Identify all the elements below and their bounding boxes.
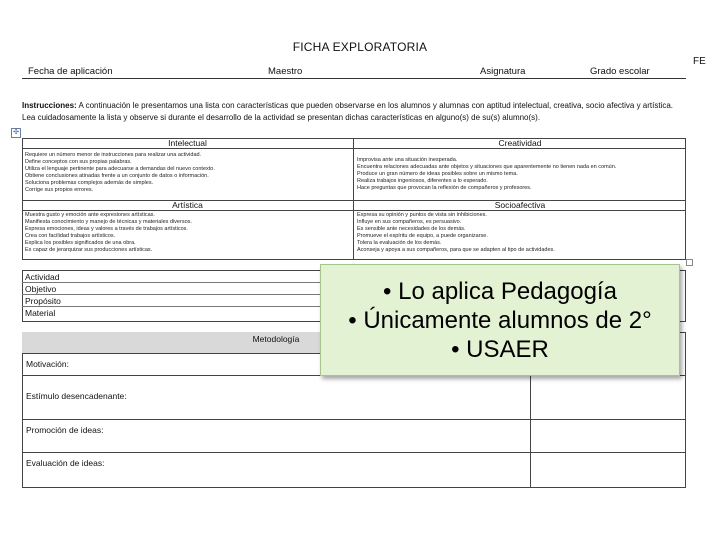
header-field-asignatura: Asignatura [480,66,526,77]
header-fields-row [22,66,686,79]
header-field-fecha: Fecha de aplicación [28,66,113,77]
list-item: Manifiesta conocimiento y manejo de técnicas y materiales diversos. [25,219,192,225]
list-item: Utiliza el lenguaje pertinente para adecuarse a demandas del nuevo contexto. [25,166,215,172]
list-item: Aconseja y apoya a sus compañeros, para que se adapten al tipo de actividades. [357,247,555,253]
list-item: Crea con facilidad trabajos artísticos. [25,233,116,239]
list-item: Promueve el espíritu de equipo, a puede organizarse. [357,233,488,239]
list-item: Explica los posibles significados de una obra. [25,240,136,246]
instructions-line-2: Lea cuidadosamente la lista y observe si durante el desarrollo de la actividad se presentan dichas características en alguno(s) de su(s) alumno(s). [22,113,541,122]
list-item: Soluciona problemas complejos además de simples. [25,180,154,186]
callout-line-alumnos: • Únicamente alumnos de 2° [348,306,652,334]
list-item: Define conceptos con sus propias palabras. [25,159,132,165]
list-item: Obtiene conclusiones atinadas frente a un conjunto de datos o información. [25,173,209,179]
instructions-line-1: A continuación le presentamos una lista con características que pueden observarse en los alumnos y alumnas con aptitud intelectual, creativa, socio afectiva y artística. [78,101,674,110]
methodology-row-promocion: Promoción de ideas: [26,425,104,435]
section-creatividad [354,138,686,192]
methodology-row-evaluacion: Evaluación de ideas: [26,458,105,468]
table-move-handle-icon[interactable]: ✣ [11,128,21,138]
list-item: Produce un gran número de ideas posibles sobre un mismo tema. [357,171,518,177]
methodology-row-estimulo: Estímulo desencadenante: [26,391,127,401]
callout-line-usaer: • USAER [451,335,549,363]
methodology-heading: Metodología [22,332,530,354]
instructions-label: Instrucciones: [22,101,77,110]
section-socioafectiva [354,200,686,254]
callout-note[interactable] [320,264,680,376]
list-item: Tolera la evaluación de los demás. [357,240,442,246]
activity-row-material: Material [25,308,56,318]
table-divider [22,452,686,453]
section-heading: Creatividad [354,138,686,149]
section-artistica [22,200,353,254]
list-item: Encuentra relaciones adecuadas ante objetos y situaciones que aparentemente no tienen nada en común. [357,164,617,170]
corner-label: FE [693,56,706,67]
activity-row-objetivo: Objetivo [22,283,322,295]
list-item: Requiere un número menor de instrucciones para realizar una actividad. [25,152,202,158]
list-item: Improvisa ante una situación inesperada. [357,157,458,163]
methodology-row-motivacion: Motivación: [26,359,69,369]
list-item: Muestra gusto y emoción ante expresiones artísticas. [25,212,155,218]
list-item: Corrige sus propios errores. [25,187,94,193]
section-heading: Intelectual [22,138,353,149]
table-divider [22,419,686,420]
header-field-grado: Grado escolar [590,66,650,77]
list-item: Es capaz de jerarquizar sus producciones artísticas. [25,247,153,253]
section-heading: Artística [22,200,353,211]
activity-row-proposito: Propósito [22,295,322,307]
list-item: Influye en sus compañeros, es persuasivo. [357,219,462,225]
list-item: Expresa su opinión y puntos de vista sin inhibiciones. [357,212,487,218]
section-heading: Socioafectiva [354,200,686,211]
instructions [22,100,686,124]
list-item: Expresa emociones, ideas y valores a través de trabajos artísticos. [25,226,188,232]
list-item: Hace preguntas que provocan la reflexión de compañeros y profesores. [357,185,532,191]
activity-row-actividad: Actividad [22,271,322,283]
list-item: Es sensible ante necesidades de los demás. [357,226,466,232]
document-title: FICHA EXPLORATORIA [292,40,428,54]
list-item: Realiza trabajos ingeniosos, diferentes a lo esperado. [357,178,488,184]
callout-line-pedagogia: • Lo aplica Pedagogía [383,277,617,305]
header-field-maestro: Maestro [268,66,303,77]
resize-handle-icon[interactable] [686,259,693,266]
section-intelectual [22,138,353,194]
